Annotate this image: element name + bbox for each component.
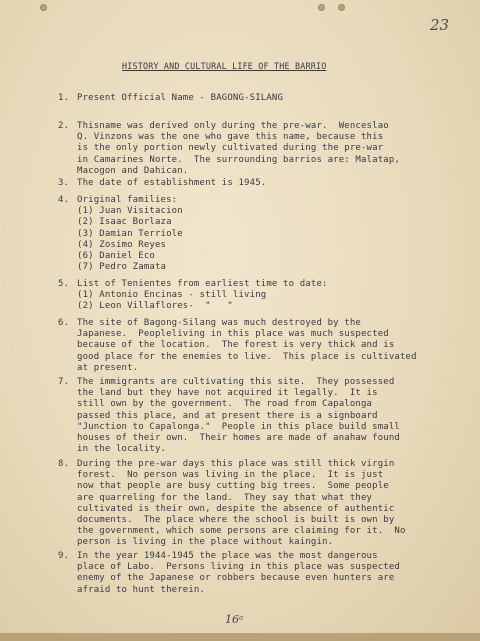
item-text: (7) Pedro Zamata	[77, 262, 167, 273]
item-line	[58, 515, 458, 526]
item-text: Thisname was derived only during the pre-war. Wenceslao	[77, 121, 389, 131]
item-line	[58, 388, 458, 399]
handwritten-page-number: 23	[430, 16, 450, 34]
item-text: List of Tenientes from earliest time to date:	[77, 279, 328, 289]
item-line	[58, 573, 458, 584]
scan-bottom-strip	[0, 633, 480, 641]
item-line	[58, 301, 458, 312]
list-item	[58, 178, 458, 189]
item-line	[58, 206, 458, 217]
item-line	[58, 93, 458, 104]
item-line	[58, 195, 458, 206]
item-text: The site of Bagong-Silang was much destroyed by the	[77, 318, 361, 328]
item-line	[58, 551, 458, 562]
item-text: (1) Antonio Encinas - still living	[77, 290, 267, 301]
item-line	[58, 537, 458, 548]
item-line	[58, 329, 458, 340]
item-text: Japanese. Peopleliving in this place was much suspected	[77, 329, 389, 340]
item-text: at present.	[77, 362, 139, 373]
item-number: 7.	[58, 377, 70, 387]
list-item	[58, 551, 458, 596]
item-line	[58, 363, 458, 374]
item-number: 9.	[58, 551, 70, 561]
item-line	[58, 411, 458, 422]
item-text: Present Official Name - BAGONG-SILANG	[77, 93, 284, 103]
punch-hole	[338, 4, 345, 11]
item-text: now that people are busy cutting big trees. Some people	[77, 481, 389, 492]
item-line	[58, 262, 458, 273]
item-line	[58, 178, 458, 189]
item-line	[58, 155, 458, 166]
item-line	[58, 290, 458, 301]
document-title: HISTORY AND CULTURAL LIFE OF THE BARRIO	[122, 61, 327, 71]
item-line	[58, 422, 458, 433]
item-text: The immigrants are cultivating this site. They possessed	[77, 377, 395, 387]
item-text: in Camarines Norte. The surrounding barrios are: Malatap,	[77, 154, 400, 165]
item-text: still own by the government. The road from Capalonga	[77, 399, 373, 410]
list-item	[58, 121, 458, 177]
item-text: Macogon and Dahican.	[77, 165, 189, 176]
item-line	[58, 444, 458, 455]
item-text: Q. Vinzons was the one who gave this name, because this	[77, 132, 384, 143]
item-number: 3.	[58, 178, 70, 188]
list-item	[58, 459, 458, 549]
list-item	[58, 279, 458, 313]
item-line	[58, 352, 458, 363]
list-item	[58, 195, 458, 273]
item-text: good place for the enemies to live. This place is cultivated	[77, 351, 417, 362]
item-line	[58, 504, 458, 515]
item-line	[58, 240, 458, 251]
item-text: cultivated is their own, despite the absence of authentic	[77, 503, 395, 514]
item-text: forest. No person was living in the place. It is just	[77, 470, 384, 481]
punch-hole	[318, 4, 325, 11]
item-text: Original families:	[77, 195, 178, 205]
item-text: documents. The place where the school is built is own by	[77, 514, 395, 525]
item-text: During the pre-war days this place was still thick virgin	[77, 459, 395, 469]
item-number: 4.	[58, 195, 70, 205]
item-text: houses of their own. Their homes are made of anahaw found	[77, 432, 400, 443]
item-line	[58, 132, 458, 143]
item-line	[58, 229, 458, 240]
item-text: "Junction to Capalonga." People in this place build small	[77, 421, 400, 432]
item-text: in the locality.	[77, 444, 167, 455]
item-text: (2) Leon Villaflores- " "	[77, 301, 233, 312]
item-line	[58, 526, 458, 537]
item-text: In the year 1944-1945 the place was the most dangerous	[77, 551, 378, 561]
item-line	[58, 340, 458, 351]
item-line	[58, 377, 458, 388]
item-number: 5.	[58, 279, 70, 289]
item-text: are quarreling for the land. They say that what they	[77, 492, 373, 503]
list-item	[58, 318, 458, 374]
handwritten-footer-number: 16ᵃ	[225, 613, 244, 626]
item-line	[58, 481, 458, 492]
list-item	[58, 377, 458, 455]
item-line	[58, 562, 458, 573]
item-text: (3) Damian Terriole	[77, 228, 183, 239]
item-text: passed this place, and at present there is a signboard	[77, 410, 378, 421]
item-text: afraid to hunt therein.	[77, 584, 206, 595]
item-line	[58, 121, 458, 132]
item-line	[58, 143, 458, 154]
item-text: (4) Zosimo Reyes	[77, 239, 167, 250]
item-text: the government, which some persons are claiming for it. No	[77, 526, 406, 537]
item-number: 1.	[58, 93, 70, 103]
item-text: (6) Daniel Eco	[77, 250, 155, 261]
item-line	[58, 585, 458, 596]
punch-hole	[40, 4, 47, 11]
item-text: is the only portion newly cultivated during the pre-war	[77, 143, 384, 154]
item-line	[58, 399, 458, 410]
item-text: place of Labo. Persons living in this place was suspected	[77, 562, 400, 573]
item-line	[58, 493, 458, 504]
item-text: enemy of the Japanese or robbers because even hunters are	[77, 573, 395, 584]
item-line	[58, 217, 458, 228]
list-item	[58, 93, 458, 104]
item-line	[58, 470, 458, 481]
item-text: (1) Juan Visitacion	[77, 206, 183, 217]
item-line	[58, 318, 458, 329]
item-line	[58, 279, 458, 290]
item-number: 2.	[58, 121, 70, 131]
item-line	[58, 433, 458, 444]
item-text: (2) Isaac Borlaza	[77, 217, 172, 228]
item-number: 6.	[58, 318, 70, 328]
item-line	[58, 251, 458, 262]
item-text: the land but they have not acquired it legally. It is	[77, 388, 378, 399]
item-line	[58, 166, 458, 177]
item-line	[58, 459, 458, 470]
item-text: because of the location. The forest is very thick and is	[77, 340, 395, 351]
item-number: 8.	[58, 459, 70, 469]
item-text: The date of establishment is 1945.	[77, 178, 267, 188]
item-text: person is living in the place without kaingin.	[77, 537, 334, 548]
